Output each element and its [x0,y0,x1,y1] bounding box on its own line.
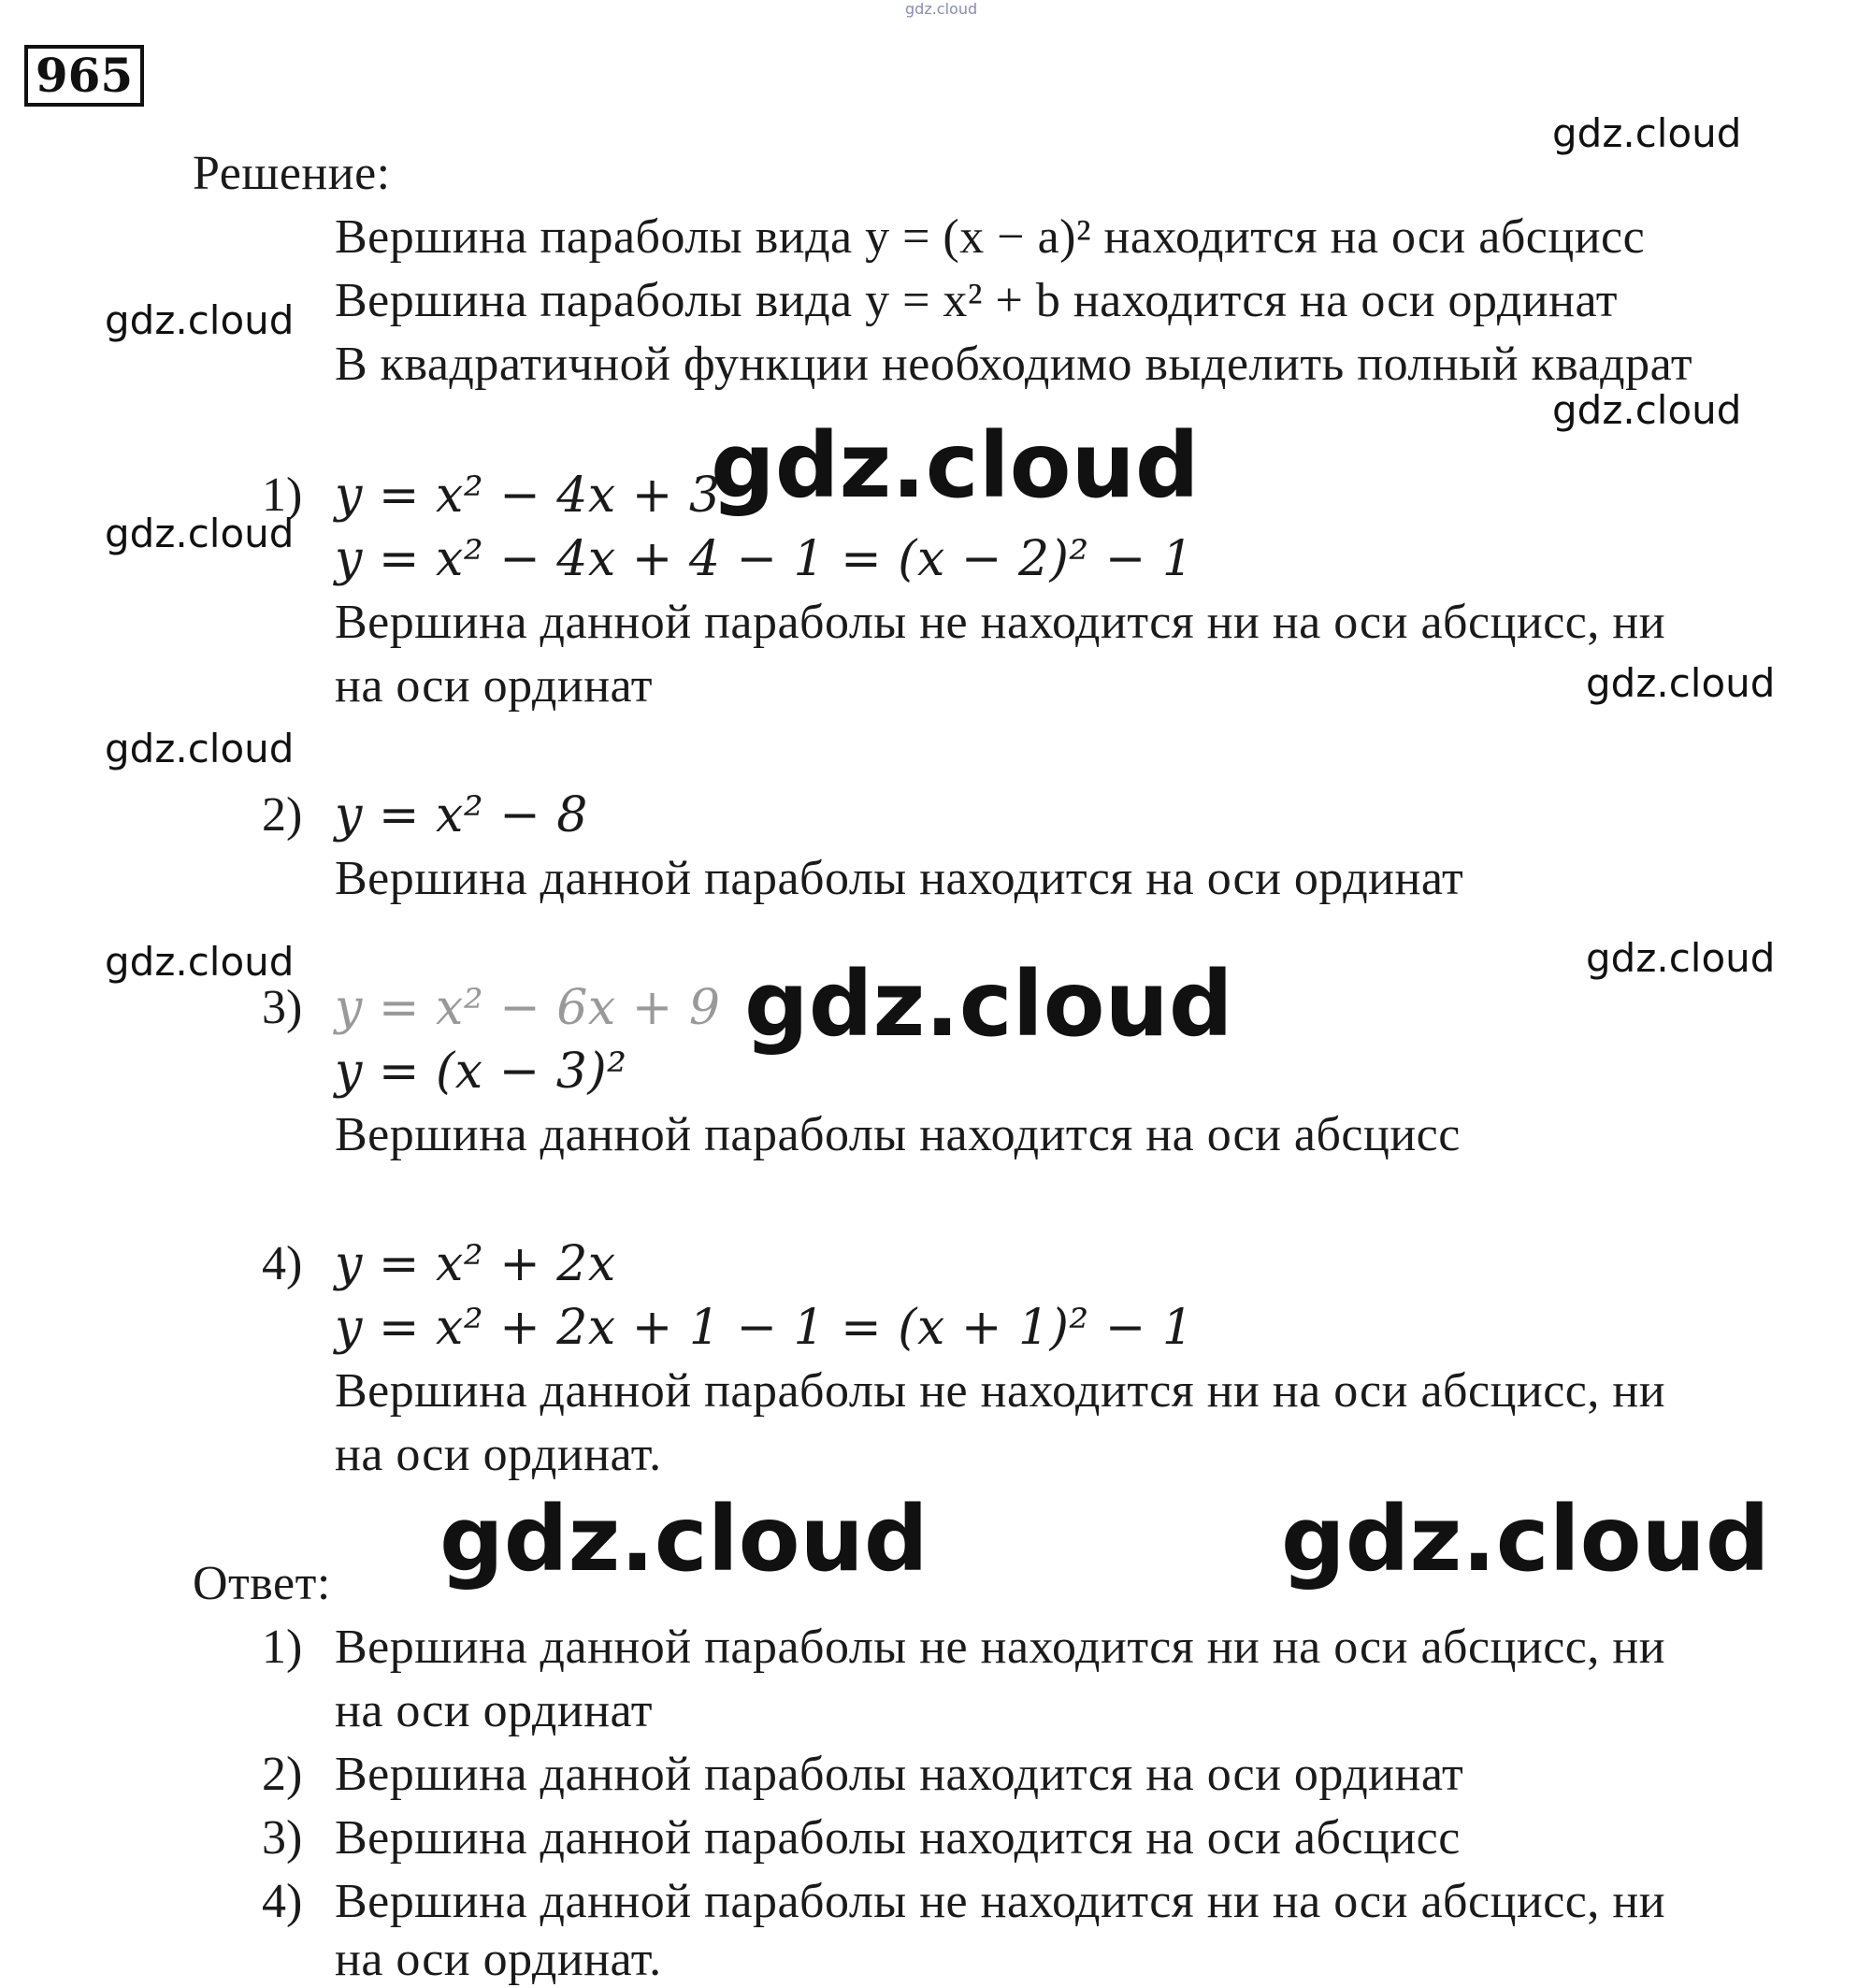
item-1-conclusion-2: на оси ординат [335,659,653,713]
watermark-small: gdz.cloud [1552,110,1742,156]
answer-1-line-1: Вершина данной параболы не находится ни на оси абсцисс, ни [335,1621,1666,1674]
problem-number: 965 [24,45,144,107]
item-1-label: 1) [262,468,303,522]
item-1-equation: y = x² − 4x + 3 [335,468,721,524]
answer-4-label: 4) [262,1875,303,1928]
item-1-conclusion-1: Вершина данной параболы не находится ни на оси абсцисс, ни [335,596,1666,649]
answer-1-line-2: на оси ординат [335,1684,653,1737]
watermark-large: gdz.cloud [711,413,1200,518]
item-4-label: 4) [262,1237,303,1290]
item-2-conclusion: Вершина данной параболы находится на оси ординат [335,852,1464,905]
watermark-small: gdz.cloud [1586,660,1776,706]
item-2-equation: y = x² − 8 [335,787,588,843]
watermark-small: gdz.cloud [105,726,295,771]
answer-2-label: 2) [262,1748,303,1801]
solution-heading: Решение: [193,147,391,200]
item-3-transform: y = (x − 3)² [335,1044,627,1100]
answer-3-line-1: Вершина данной параболы находится на оси абсцисс [335,1811,1461,1865]
watermark-small: gdz.cloud [105,511,295,556]
intro-line-3: В квадратичной функции необходимо выделить полный квадрат [335,338,1693,391]
item-3-equation: y = x² − 6x + 9 [335,980,721,1036]
item-2-label: 2) [262,788,303,842]
item-4-conclusion-1: Вершина данной параболы не находится ни на оси абсцисс, ни [335,1364,1666,1418]
watermark-large: gdz.cloud [439,1487,929,1592]
answer-4-line-1: Вершина данной параболы не находится ни на оси абсцисс, ни [335,1875,1666,1928]
item-3-conclusion: Вершина данной параболы находится на оси абсцисс [335,1108,1461,1161]
watermark-large: gdz.cloud [1281,1487,1770,1592]
item-1-transform: y = x² − 4x + 4 − 1 = (x − 2)² − 1 [335,531,1194,587]
intro-line-1: Вершина параболы вида y = (x − a)² находится на оси абсцисс [335,210,1646,264]
item-3-label: 3) [262,981,303,1034]
intro-line-2: Вершина параболы вида y = x² + b находится на оси ординат [335,274,1618,327]
answer-3-label: 3) [262,1811,303,1865]
watermark-small: gdz.cloud [105,939,295,985]
answer-heading: Ответ: [193,1557,331,1610]
watermark-small: gdz.cloud [1586,935,1776,981]
item-4-conclusion-2: на оси ординат. [335,1428,662,1481]
watermark-small: gdz.cloud [105,297,295,343]
answer-1-label: 1) [262,1621,303,1674]
answer-4-line-2: на оси ординат. [335,1933,662,1986]
watermark-large: gdz.cloud [744,952,1233,1057]
watermark-small: gdz.cloud [1552,387,1742,433]
top-watermark: gdz.cloud [905,0,978,18]
item-4-transform: y = x² + 2x + 1 − 1 = (x + 1)² − 1 [335,1300,1194,1356]
item-4-equation: y = x² + 2x [335,1236,616,1292]
answer-2-line-1: Вершина данной параболы находится на оси ординат [335,1748,1464,1801]
